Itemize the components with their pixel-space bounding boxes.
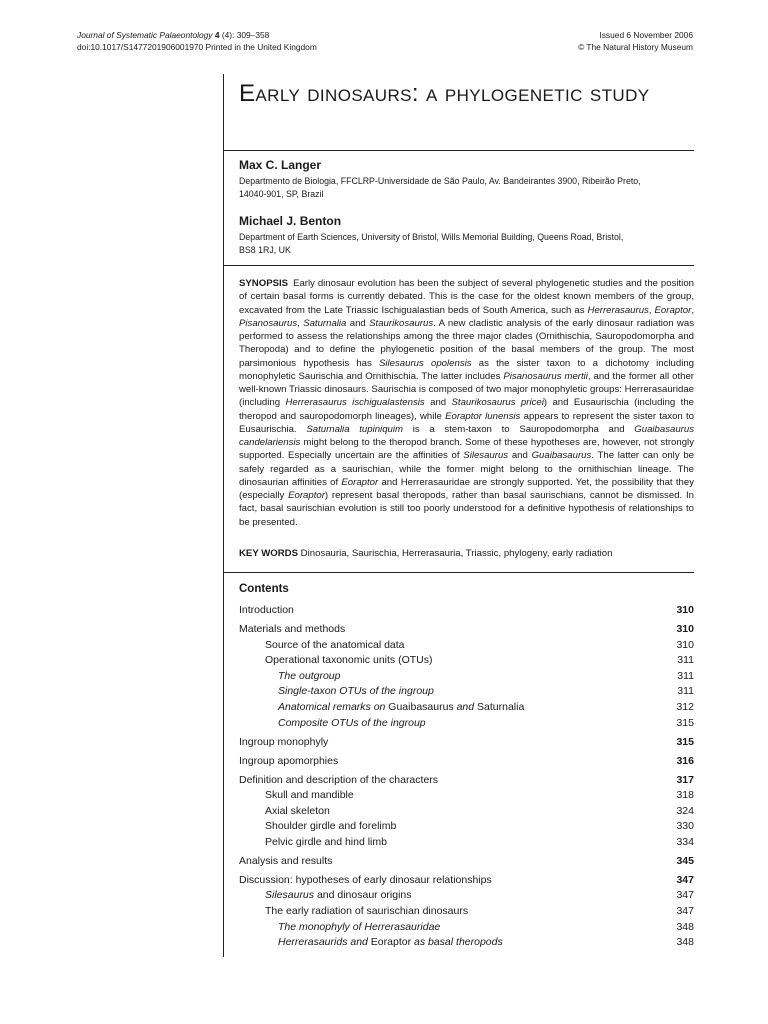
- journal-header: [77, 29, 317, 53]
- toc-entry-page: 347: [676, 905, 694, 918]
- journal-volume: 4: [214, 30, 220, 40]
- toc-entry-page: 315: [676, 735, 694, 748]
- toc-entry-page: 347: [676, 889, 694, 902]
- toc-entry[interactable]: [239, 920, 694, 936]
- toc-entry-page: 311: [677, 685, 694, 698]
- toc-entry-title: [239, 684, 434, 700]
- toc-entry-page: 347: [676, 873, 694, 886]
- toc-entry[interactable]: [239, 700, 694, 716]
- toc-entry-title: [239, 888, 412, 904]
- author-affiliation-2: [239, 231, 679, 257]
- doi-line: doi:10.1017/S1477201906001970 Printed in the United Kingdom: [77, 42, 317, 52]
- toc-title-part: Composite OTUs of the ingroup: [278, 716, 426, 729]
- synopsis-text: , and the former all other well-known Triassic dinosaurs. Saurischia is composed of two major monophyletic groups: Herrerasauridae (including: [239, 370, 694, 409]
- synopsis-taxon: Saturnalia: [303, 317, 347, 329]
- toc-title-part: The early radiation of saurischian dinosaurs: [265, 905, 469, 918]
- synopsis-text: and Herrerasauridae are strongly supported. Yet, the possibility that they (especially: [239, 476, 694, 501]
- synopsis-taxon: Herrerasaurus: [587, 304, 649, 316]
- synopsis-taxon: Saturnalia tupiniquim: [306, 423, 403, 435]
- toc-title-part: Analysis and results: [239, 854, 333, 867]
- toc-title-part: and: [453, 700, 478, 713]
- toc-title-part: Axial skeleton: [265, 804, 330, 817]
- affiliation-line: BS8 1RJ, UK: [239, 245, 291, 255]
- rule-under-title: [223, 150, 694, 151]
- toc-title-part: The monophyly of Herrerasauridae: [278, 920, 441, 933]
- synopsis: [239, 277, 694, 529]
- toc-title-part: Herrerasaurids and: [278, 936, 371, 949]
- toc-entry[interactable]: [239, 638, 694, 654]
- issue-header: [578, 29, 693, 53]
- toc-title-part: Source of the anatomical data: [265, 638, 405, 651]
- table-of-contents: [239, 603, 694, 951]
- toc-entry-page: 318: [676, 789, 694, 802]
- toc-entry-title: [239, 603, 294, 619]
- toc-entry-page: 345: [676, 854, 694, 867]
- toc-title-part: Materials and methods: [239, 622, 346, 635]
- rule-above-synopsis: [223, 265, 694, 266]
- synopsis-text: Early dinosaur evolution has been the subject of several phylogenetic studies and the position of certain basal forms is currently debated. This is the case for the oldest known members of the group, excavated from the Late Triassic Ischigualastian beds of South America, such as: [239, 278, 694, 316]
- synopsis-text: ,: [648, 304, 655, 316]
- toc-entry[interactable]: [239, 788, 694, 804]
- synopsis-taxon: Silesaurus opolensis: [379, 357, 472, 369]
- toc-entry[interactable]: [239, 684, 694, 700]
- synopsis-text: and: [424, 397, 452, 409]
- toc-entry-title: [239, 653, 432, 669]
- synopsis-taxon: Eoraptor: [654, 304, 692, 316]
- affiliation-line: Departmento de Biologia, FFCLRP-Universidade de São Paulo, Av. Bandeirantes 3900, Ribeirão Preto,: [239, 176, 641, 186]
- toc-entry[interactable]: [239, 819, 694, 835]
- toc-entry[interactable]: [239, 888, 694, 904]
- toc-entry[interactable]: [239, 754, 694, 770]
- toc-entry-title: [239, 788, 354, 804]
- synopsis-taxon: Staurikosaurus: [369, 317, 434, 329]
- toc-title-part: Operational taxonomic units (OTUs): [265, 654, 433, 667]
- synopsis-taxon: Eoraptor: [288, 490, 325, 501]
- toc-title-part: Silesaurus: [265, 889, 315, 902]
- toc-entry-page: 348: [676, 936, 694, 949]
- toc-entry-page: 310: [676, 638, 694, 651]
- toc-entry-title: [239, 700, 524, 716]
- keywords-label: KEY WORDS: [239, 548, 298, 559]
- toc-title-part: Eoraptor: [370, 936, 412, 949]
- toc-entry[interactable]: [239, 873, 694, 889]
- toc-entry-page: 334: [676, 835, 694, 848]
- toc-entry[interactable]: [239, 935, 694, 951]
- toc-entry-title: [239, 735, 328, 751]
- copyright: © The Natural History Museum: [578, 42, 693, 52]
- toc-entry-title: [239, 854, 332, 870]
- vertical-rule: [223, 74, 224, 957]
- toc-entry[interactable]: [239, 603, 694, 619]
- toc-entry-title: [239, 716, 426, 732]
- toc-entry-page: 311: [677, 654, 694, 667]
- toc-title-part: Single-taxon OTUs of the ingroup: [278, 685, 434, 698]
- toc-title-part: Shoulder girdle and forelimb: [265, 820, 397, 833]
- keywords-text: Dinosauria, Saurischia, Herrerasauria, Triassic, phylogeny, early radiation: [300, 548, 613, 559]
- synopsis-text: ) represent basal theropods, rather than basal saurischians, cannot be dismissed. In fact, basal saurischian evolution is still too poorly understood for a definitive hypothesis of relationships to be presented.: [239, 490, 694, 528]
- synopsis-text: ,: [691, 304, 694, 316]
- author-name-2: Michael J. Benton: [239, 214, 342, 228]
- synopsis-taxon: Pisanosaurus mertii: [503, 370, 588, 382]
- toc-title-part: and dinosaur origins: [314, 889, 412, 902]
- toc-entry-title: [239, 935, 503, 951]
- synopsis-taxon: Herrerasaurus ischigualastensis: [285, 397, 425, 409]
- toc-entry[interactable]: [239, 716, 694, 732]
- toc-entry[interactable]: [239, 835, 694, 851]
- journal-citation: [77, 29, 317, 41]
- toc-entry-page: 311: [677, 669, 694, 682]
- toc-title-part: Ingroup apomorphies: [239, 754, 339, 767]
- affiliation-line: Department of Earth Sciences, University of Bristol, Wills Memorial Building, Queens Road, Bristol,: [239, 232, 624, 242]
- synopsis-text: ,: [297, 317, 304, 329]
- author-name-1: Max C. Langer: [239, 158, 322, 172]
- toc-entry[interactable]: [239, 735, 694, 751]
- synopsis-taxon: Guaibasaurus: [531, 450, 592, 462]
- toc-title-part: Introduction: [239, 604, 294, 616]
- journal-name: Journal of Systematic Palaeontology: [77, 30, 213, 40]
- toc-entry[interactable]: [239, 669, 694, 685]
- contents-heading: Contents: [239, 583, 289, 595]
- synopsis-text: . The latter can only be safely regarded as a saurischian, while the former might belong to the ornithischian lineage. The dinosaurian affinities of: [239, 450, 695, 488]
- toc-entry-page: 310: [676, 622, 694, 635]
- toc-entry-page: 310: [676, 604, 694, 616]
- toc-title-part: Definition and description of the characters: [239, 773, 439, 786]
- article-title: Early dinosaurs: a phylogenetic study: [239, 80, 650, 107]
- synopsis-taxon: Silesaurus: [463, 450, 509, 462]
- synopsis-text: and: [346, 317, 370, 329]
- toc-entry[interactable]: [239, 773, 694, 789]
- toc-title-part: Saturnalia: [477, 700, 525, 713]
- toc-entry-page: 330: [676, 820, 694, 833]
- toc-entry-title: [239, 638, 405, 654]
- synopsis-text: is a stem-taxon to Sauropodomorpha and: [402, 423, 635, 435]
- toc-entry-page: 348: [676, 920, 694, 933]
- toc-entry[interactable]: [239, 854, 694, 870]
- toc-entry-title: [239, 804, 330, 820]
- synopsis-label: SYNOPSIS: [239, 278, 289, 289]
- synopsis-taxon: Staurikosaurus pricei: [451, 397, 544, 409]
- toc-entry-page: 312: [676, 700, 694, 713]
- issue-date: Issued 6 November 2006: [599, 30, 693, 40]
- synopsis-text: as the sister taxon to a dichotomy including monophyletic Saurischia and Ornithischia. The latter includes: [239, 357, 694, 382]
- synopsis-taxon: Guaibasaurus candelariensis: [239, 423, 694, 448]
- toc-title-part: Guaibasaurus: [388, 700, 454, 713]
- toc-entry-title: [239, 873, 492, 889]
- toc-title-part: Discussion: hypotheses of early dinosaur relationships: [239, 873, 492, 886]
- synopsis-text: ) and Eusaurischia (including the theropod and sauropodomorph lineages), while: [239, 397, 694, 422]
- affiliation-line: 14040-901, SP, Brazil: [239, 189, 324, 199]
- synopsis-text: appears to represent the sister taxon to Eusaurischia.: [239, 410, 695, 435]
- toc-entry-page: 317: [676, 773, 694, 786]
- keywords: [239, 547, 694, 560]
- toc-entry-title: [239, 622, 345, 638]
- toc-entry[interactable]: [239, 622, 694, 638]
- synopsis-text: might belong to the theropod branch. Some of these hypotheses are, however, not strongly supported. Especially uncertain are the affinities of: [239, 437, 694, 462]
- synopsis-taxon: Pisanosaurus: [239, 317, 298, 329]
- author-affiliation-1: [239, 175, 679, 201]
- journal-issue-pages: (4): 309–358: [221, 30, 270, 40]
- toc-entry-title: [239, 920, 440, 936]
- toc-entry[interactable]: [239, 804, 694, 820]
- synopsis-taxon: Eoraptor lunensis: [445, 410, 521, 422]
- toc-entry-page: 316: [676, 754, 694, 767]
- toc-title-part: Skull and mandible: [265, 789, 354, 802]
- toc-title-part: as basal theropods: [411, 936, 503, 949]
- synopsis-taxon: Eoraptor: [341, 476, 379, 488]
- toc-entry-page: 315: [676, 716, 694, 729]
- toc-entry-page: 324: [676, 804, 694, 817]
- toc-title-part: The outgroup: [278, 669, 341, 682]
- toc-entry-title: [239, 754, 338, 770]
- toc-title-part: Ingroup monophyly: [239, 735, 329, 748]
- toc-entry-title: [239, 835, 387, 851]
- toc-title-part: Anatomical remarks on: [278, 700, 389, 713]
- toc-entry[interactable]: [239, 904, 694, 920]
- rule-above-contents: [223, 572, 694, 573]
- toc-entry[interactable]: [239, 653, 694, 669]
- synopsis-text: . A new cladistic analysis of the early dinosaur radiation was performed to assess the relationships among the three major clades (Ornithischia, Sauropodomorpha and Theropoda) and to define the phylogenetic position of the basal members of the group. The most parsimonious hypothesis has: [239, 317, 694, 369]
- toc-entry-title: [239, 669, 340, 685]
- toc-title-part: Pelvic girdle and hind limb: [265, 835, 387, 848]
- toc-entry-title: [239, 819, 396, 835]
- toc-entry-title: [239, 773, 438, 789]
- synopsis-text: and: [508, 450, 532, 462]
- toc-entry-title: [239, 904, 468, 920]
